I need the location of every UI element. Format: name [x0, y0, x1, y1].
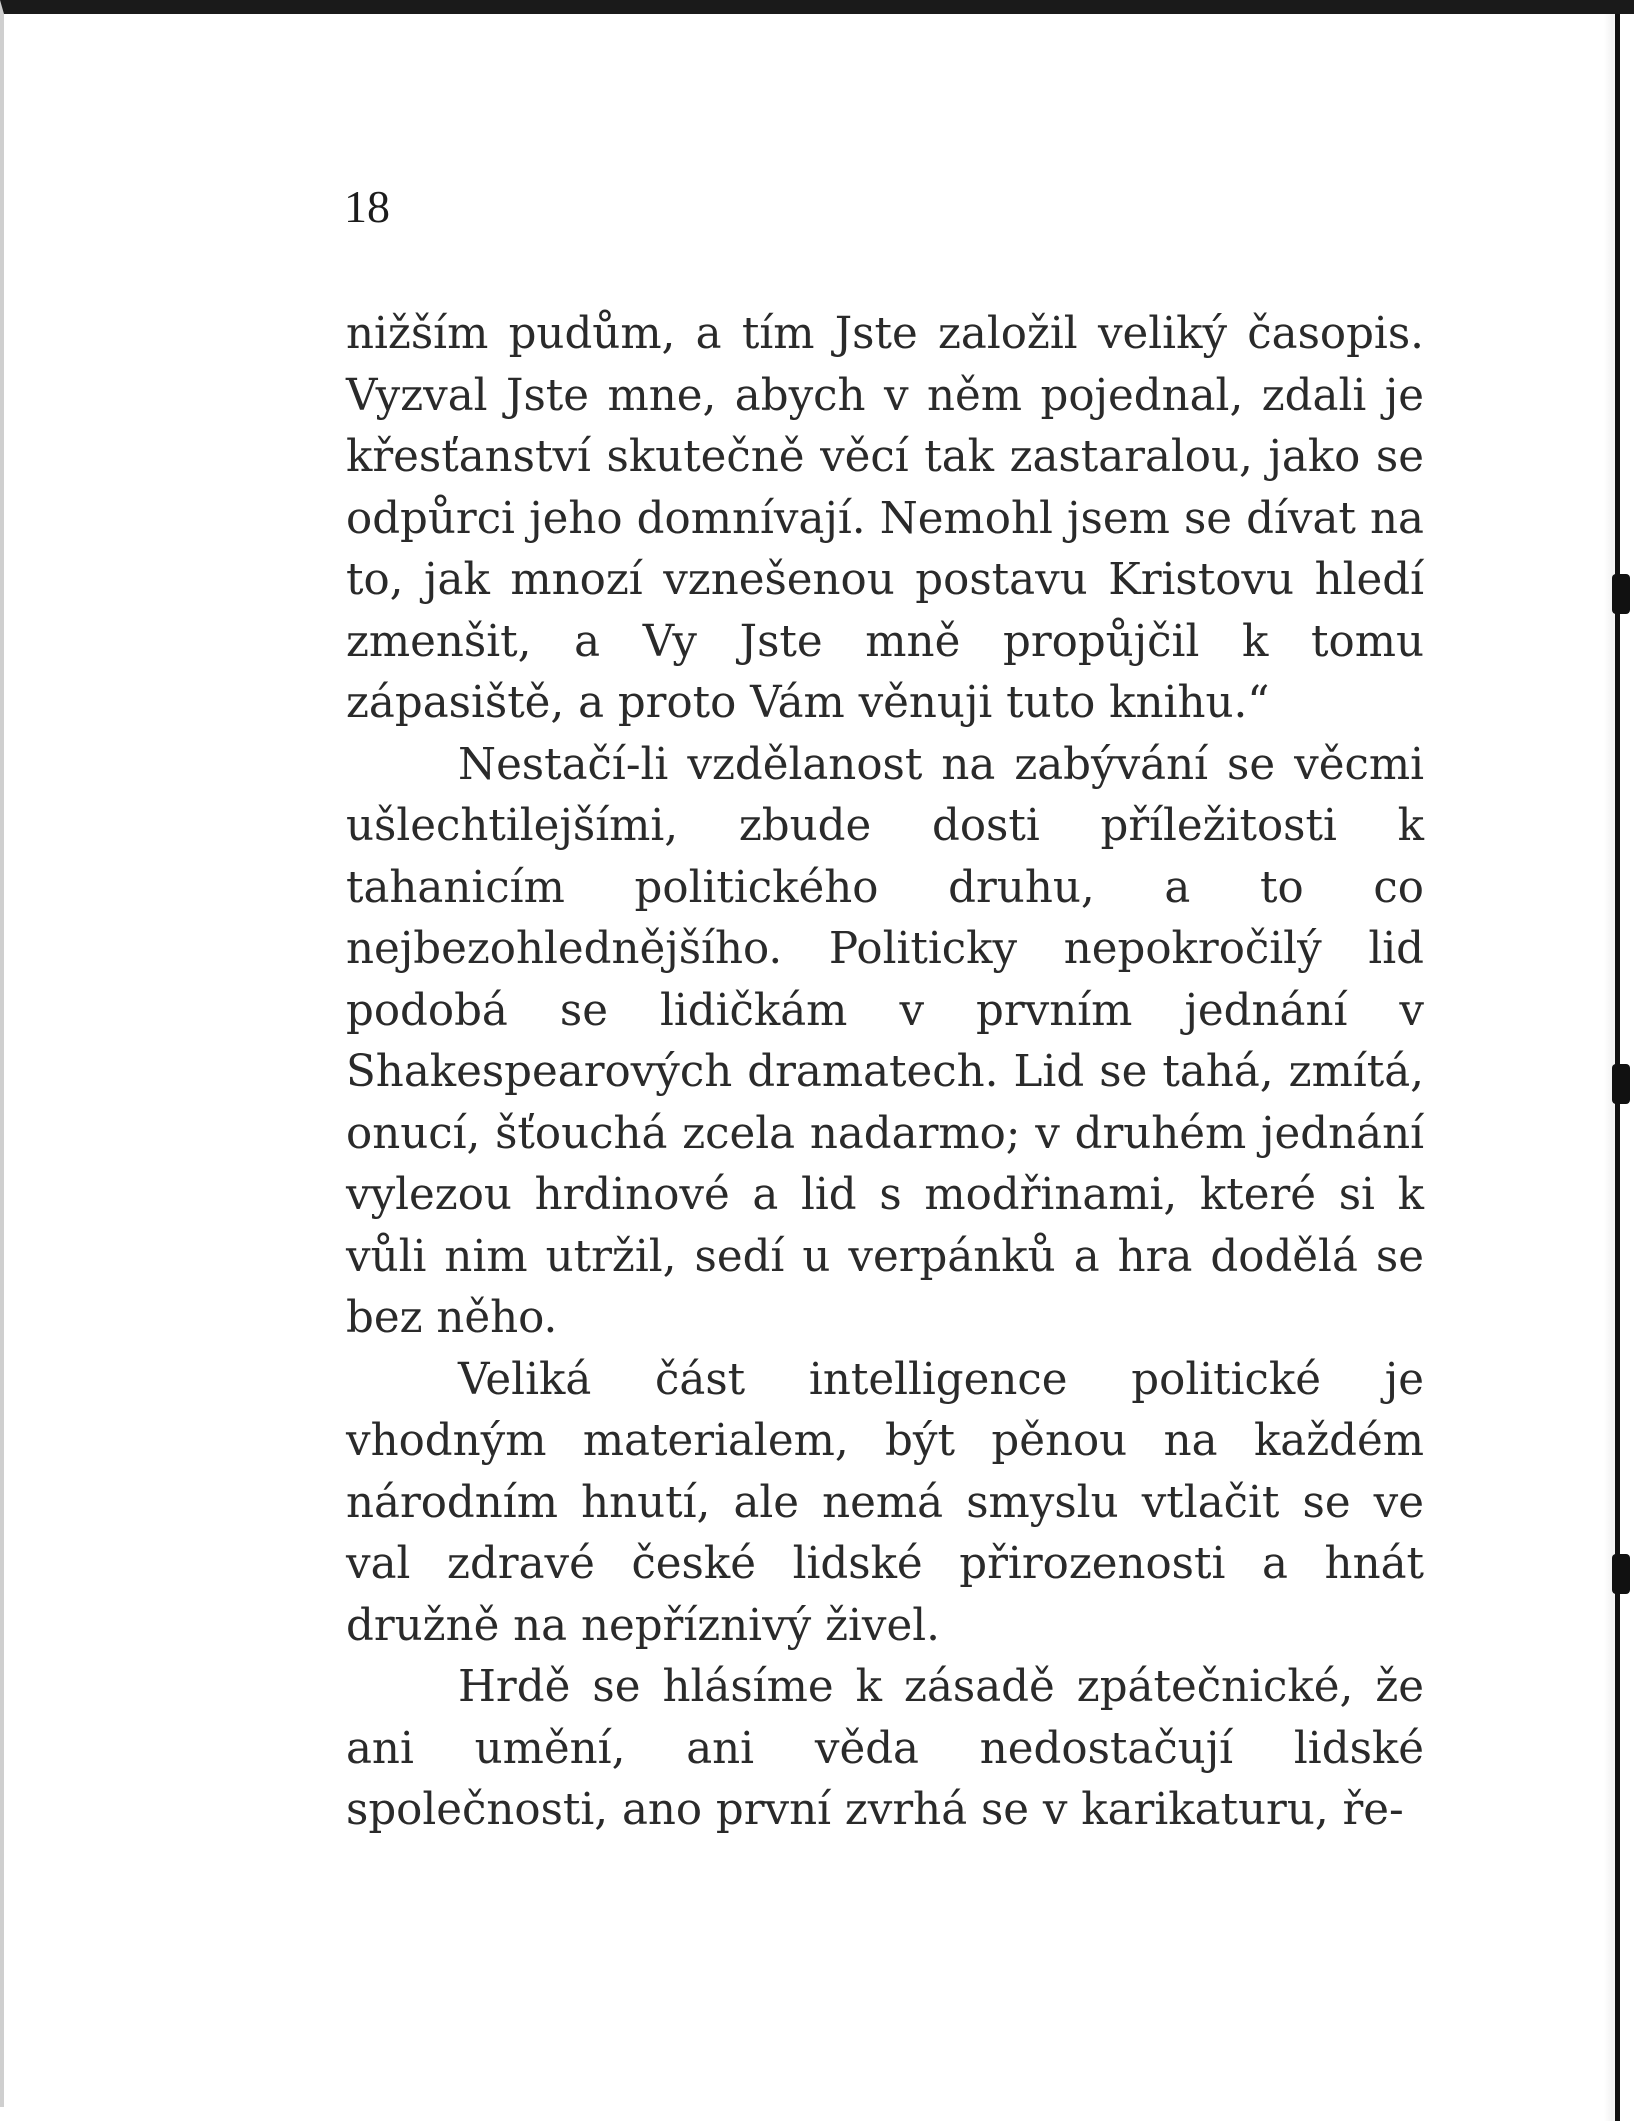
paragraph: Nestačí-li vzdělanost na zabývání se věcmi ušlechtilejšími, zbude dosti příležitosti k tahanicím politického druhu, a to co nejbezohlednějšího. Politicky nepokročilý lid podobá se lidičkám v prvním jednání v Shakespearových dramatech. Lid se tahá, zmítá, onucí, šťouchá zcela nadarmo; v druhém jednání vylezou hrdinové a lid s modřinami, které si k vůli nim utržil, sedí u verpánků a hra dodělá se bez něho.	[346, 739, 1424, 1343]
page-number: 18	[344, 181, 390, 232]
paragraph: nižším pudům, a tím Jste založil veliký časopis. Vyzval Jste mne, abych v něm pojednal, zdali je křesťanství skutečně věcí tak zastaralou, jako se odpůrci jeho domnívají. Nemohl jsem se dívat na to, jak mnozí vznešenou postavu Kristovu hledí zmenšit, a Vy Jste mně propůjčil k tomu zápasiště, a proto Vám věnuji tuto knihu.“	[346, 309, 1424, 728]
binding-mark	[1612, 1554, 1630, 1594]
body-text	[346, 304, 1424, 1842]
binding-mark	[1612, 574, 1630, 614]
paragraph: Hrdě se hlásíme k zásadě zpátečnické, že ani umění, ani věda nedostačují lidské společnosti, ano první zvrhá se v karikaturu, ře-	[346, 1662, 1424, 1835]
paragraph: Veliká část intelligence politické je vhodným materialem, být pěnou na každém národním hnutí, ale nemá smyslu vtlačit se ve val zdravé české lidské přirozenosti a hnát družně na nepříznivý živel.	[346, 1354, 1424, 1651]
binding-mark	[1612, 1064, 1630, 1104]
